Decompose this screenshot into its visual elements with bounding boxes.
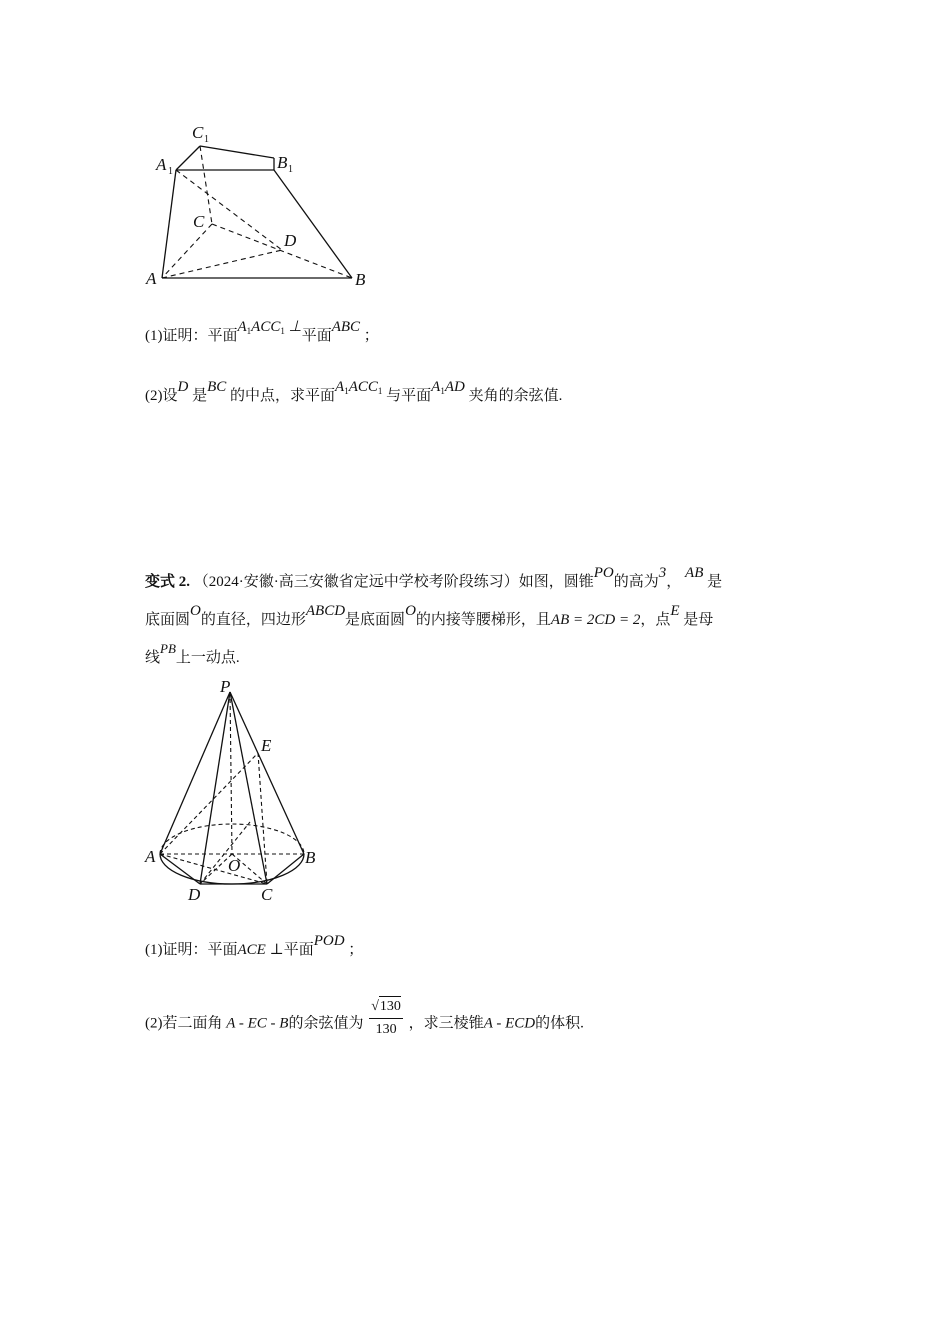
variant2-line2: 底面圆O的直径，四边形ABCD是底面圆O的内接等腰梯形，且AB = 2CD = 2，点E 是母	[145, 603, 714, 628]
hidden-c-a	[162, 224, 212, 278]
label-o: O	[228, 856, 241, 875]
chord-ad	[160, 854, 200, 884]
edge-a1-c1	[176, 146, 200, 170]
variant-title: 变式 2.	[145, 574, 191, 590]
generatrix-pb	[230, 692, 304, 854]
segment-dq	[200, 822, 250, 884]
q2-part1: (1)证明：平面ACE ⊥平面POD ；	[145, 933, 364, 958]
label-b: B	[355, 270, 366, 289]
segment-ac	[160, 854, 267, 884]
chord-cb	[267, 854, 304, 884]
label-a: A	[146, 269, 157, 288]
hidden-c-b	[212, 224, 352, 278]
frustum-figure	[140, 118, 380, 298]
label-a1: A	[156, 155, 167, 174]
label-d: D	[188, 885, 201, 904]
segment-ae	[160, 753, 258, 854]
label-p: P	[220, 677, 231, 696]
svg-text:1: 1	[168, 166, 173, 177]
q1-part1: (1)证明：平面$A_1ACC_1$ ⊥平面ABC ；	[145, 319, 379, 344]
label-c: C	[261, 885, 273, 904]
edge-b1-b	[274, 170, 352, 278]
q1-part2: (2)设D 是BC 的中点，求平面$A_1ACC_1$ 与平面$A_1AD$ 夹角的余弦值.	[145, 379, 563, 404]
edge-c1-b1	[200, 146, 274, 158]
label-b1: B	[277, 153, 288, 172]
label-e: E	[261, 736, 272, 755]
svg-text:1: 1	[288, 164, 293, 175]
label-b: B	[305, 848, 316, 867]
axis-po	[230, 692, 232, 854]
cosine-fraction: $\frac{√130}{130}$	[369, 996, 403, 1040]
variant2-line1: 变式 2. （2024·安徽·高三安徽省定远中学校考阶段练习）如图，圆锥PO的高为3， AB 是	[145, 565, 723, 590]
label-c1: C	[192, 123, 204, 142]
segment-ec	[258, 753, 267, 884]
cone-figure	[140, 672, 330, 912]
variant2-line3: 线PB上一动点.	[145, 641, 240, 666]
label-d: D	[284, 231, 297, 250]
label-c: C	[193, 212, 205, 231]
generatrix-pa	[160, 692, 230, 854]
hidden-a1-d	[176, 170, 282, 250]
generatrix-pd	[200, 692, 230, 884]
label-a: A	[145, 847, 156, 866]
hidden-a-d	[162, 250, 282, 278]
edge-a1-a	[162, 170, 176, 278]
q2-part2: (2)若二面角 A - EC - B的余弦值为 $\frac{√130}{130}$ ，求三棱锥A - ECD的体积.	[145, 1002, 584, 1046]
svg-text:1: 1	[204, 134, 209, 145]
